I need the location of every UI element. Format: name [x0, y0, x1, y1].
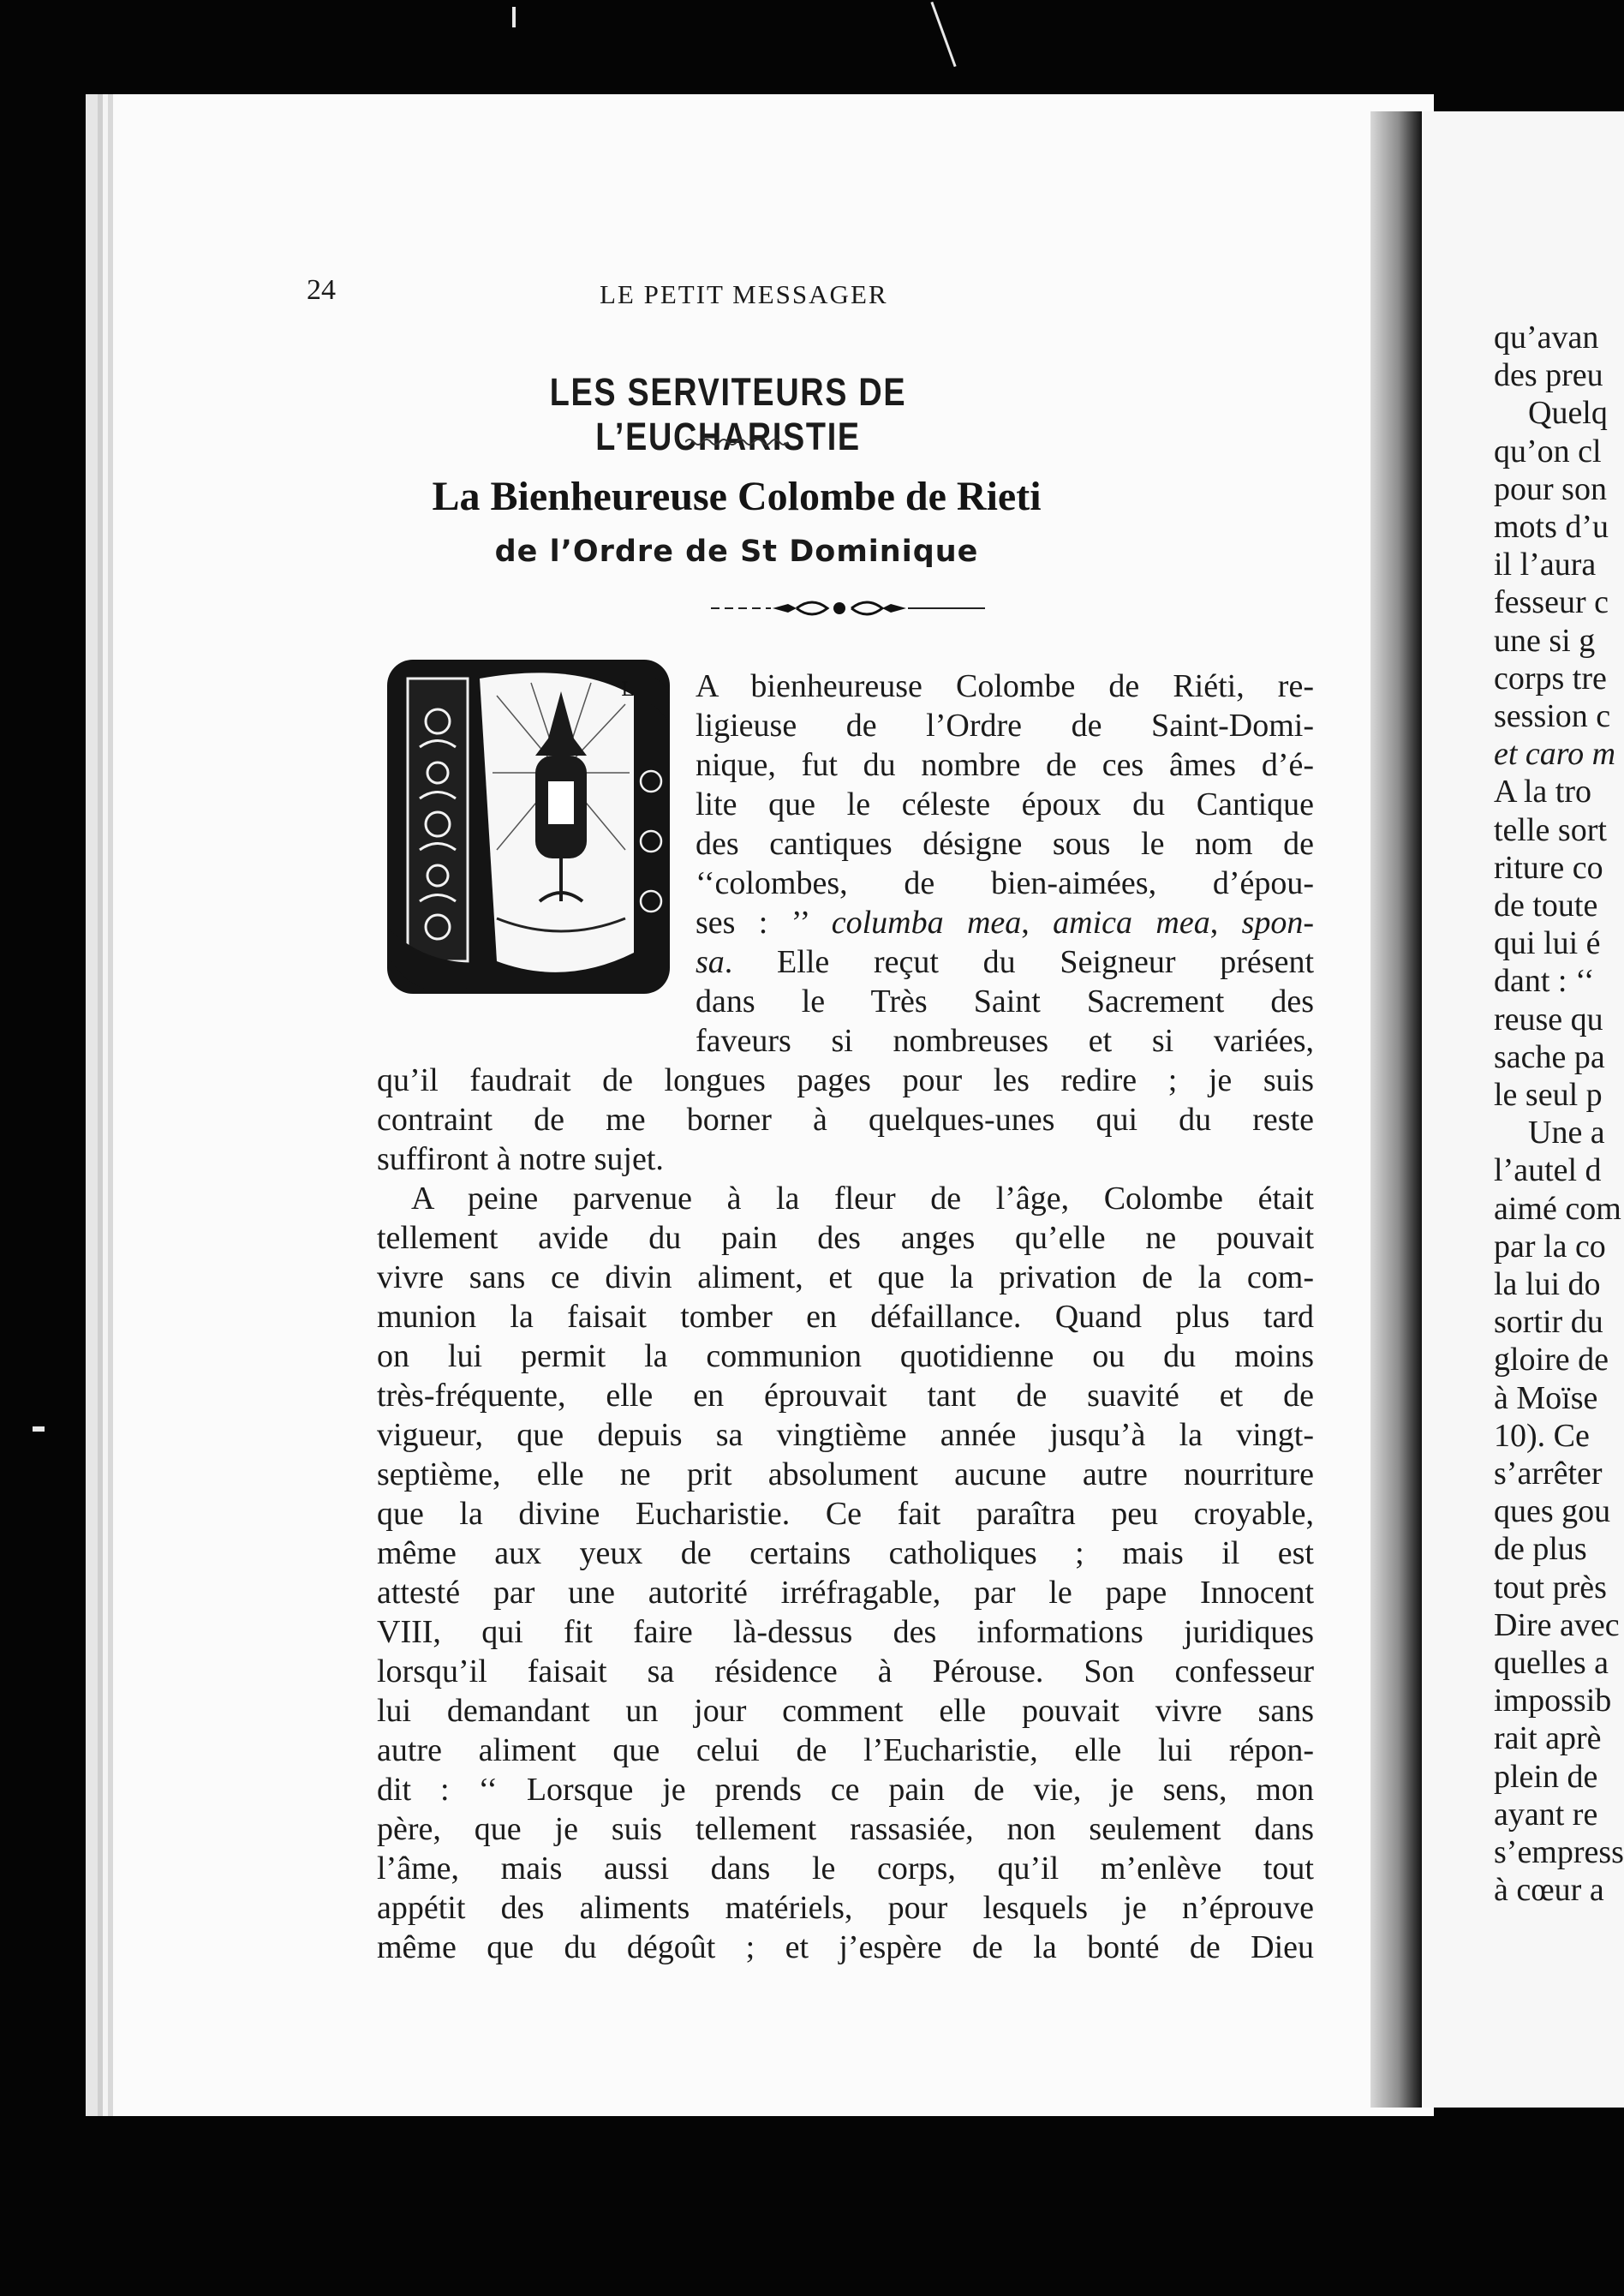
text-line: ligieuse de l’Ordre de Saint-Domi- [696, 708, 1314, 744]
text-line: même que du dégoût ; et j’espère de la bonté de Dieu [377, 1929, 1314, 1965]
text-line: autre aliment que celui de l’Eucharistie, elle lui répon- [377, 1732, 1314, 1768]
facing-text-line: riture co [1494, 849, 1603, 886]
facing-text-line: et caro m [1494, 736, 1616, 773]
facing-text-line: mots d’u [1494, 509, 1609, 545]
page-number: 24 [307, 274, 336, 306]
series-title: LES SERVITEURS DE L’EUCHARISTIE [549, 370, 907, 458]
facing-text-line: dant : ‘‘ [1494, 963, 1595, 1000]
facing-text-line: telle sort [1494, 811, 1607, 848]
text-line: vigueur, que depuis sa vingtième année jusqu’à la vingt- [377, 1417, 1314, 1453]
facing-text-line: l’autel d [1494, 1152, 1602, 1189]
text-line: septième, elle ne prit absolument aucune autre nourriture [377, 1456, 1314, 1492]
text-line: faveurs si nombreuses et si variées, [696, 1023, 1314, 1059]
text-line: lorsqu’il faisait sa résidence à Pérouse. Son confesseur [377, 1653, 1314, 1689]
text-line: l’âme, mais aussi dans le corps, qu’il m’enlève tout [377, 1851, 1314, 1886]
text-line: qu’il faudrait de longues pages pour les redire ; je suis [377, 1062, 1314, 1098]
text-line: on lui permit la communion quotidienne ou du moins [377, 1338, 1314, 1374]
facing-text-line: Dire avec [1494, 1606, 1620, 1643]
text-line: appétit des aliments matériels, pour lesquels je n’éprouve [377, 1890, 1314, 1926]
facing-text-line: quelles a [1494, 1645, 1609, 1681]
facing-text-line: qui lui é [1494, 925, 1601, 962]
text-line: nique, fut du nombre de ces âmes d’é- [696, 747, 1314, 783]
facing-text-line: impossib [1494, 1683, 1612, 1719]
running-head-title: LE PETIT MESSAGER [600, 279, 888, 309]
facing-text-line: pour son [1494, 470, 1607, 507]
facing-text-line: de toute [1494, 888, 1598, 924]
text-line: attesté par une autorité irréfragable, par le pape Innocent [377, 1575, 1314, 1611]
dropcap-letter: L [621, 679, 634, 701]
text-line: A bienheureuse Colombe de Riéti, re- [696, 668, 1314, 704]
fleuron-ornament [711, 591, 985, 625]
scan-mark [33, 1426, 45, 1432]
book-gutter [1370, 111, 1422, 2108]
facing-text-line: le seul p [1494, 1077, 1603, 1113]
text-line-italic: ses : ’’ columba mea, amica mea, spon- [696, 905, 1315, 941]
text-line: même aux yeux de certains catholiques ; mais il est [377, 1535, 1314, 1571]
text-line: très-fréquente, elle en éprouvait tant de suavité et de [377, 1378, 1314, 1414]
facing-text-line: plein de [1494, 1758, 1598, 1795]
facing-text-line: sache pa [1494, 1038, 1605, 1075]
facing-text-line: ques gou [1494, 1493, 1611, 1530]
facing-text-line: 10). Ce [1494, 1417, 1590, 1454]
text-line: lui demandant un jour comment elle pouvait vivre sans [377, 1693, 1314, 1729]
facing-text-line: reuse qu [1494, 1001, 1603, 1037]
facing-text-line: fesseur c [1494, 584, 1609, 621]
facing-text-line: la lui do [1494, 1266, 1601, 1302]
facing-text-line: rait aprè [1494, 1720, 1602, 1757]
text-line: vivre sans ce divin aliment, et que la privation de la com- [377, 1259, 1314, 1295]
text-line: des cantiques désigne sous le nom de [696, 826, 1314, 862]
facing-text-line: à cœur a [1494, 1872, 1604, 1909]
facing-text-line: il l’aura [1494, 547, 1597, 583]
text-line: ‘‘colombes, de bien-aimées, d’épou- [696, 865, 1314, 901]
text-line: A peine parvenue à la fleur de l’âge, Colombe était [411, 1181, 1314, 1217]
facing-text-line: gloire de [1494, 1342, 1609, 1378]
facing-text-line: une si g [1494, 622, 1596, 659]
facing-text-line: qu’on cl [1494, 433, 1602, 469]
text-line: dans le Très Saint Sacrement des [696, 984, 1314, 1019]
article-subtitle: de l’Ordre de St Dominique [494, 535, 979, 569]
text-line: dit : ‘‘ Lorsque je prends ce pain de vie, je sens, mon [377, 1772, 1314, 1808]
facing-text-line: s’empress [1494, 1834, 1624, 1870]
facing-text-line: A la tro [1494, 774, 1591, 810]
facing-text-line: Quelq [1528, 395, 1608, 432]
text-line: tellement avide du pain des anges qu’elle ne pouvait [377, 1220, 1314, 1256]
text-line: suffiront à notre sujet. [377, 1141, 664, 1177]
text-line-italic: sa. Elle reçut du Seigneur présent [696, 944, 1314, 980]
text-line: VIII, qui fit faire là-dessus des informations juridiques [377, 1614, 1314, 1650]
facing-text-line: ayant re [1494, 1796, 1598, 1833]
facing-text-line: corps tre [1494, 660, 1607, 697]
facing-text-line: Une a [1528, 1115, 1605, 1151]
facing-text-line: qu’avan [1494, 320, 1599, 356]
scan-mark [512, 7, 516, 27]
wavy-rule [685, 435, 788, 447]
facing-text-line: session c [1494, 698, 1611, 734]
facing-text-line: par la co [1494, 1228, 1606, 1265]
facing-text-line: à Moïse [1494, 1379, 1598, 1416]
text-line: lite que le céleste époux du Cantique [696, 786, 1314, 822]
article-title: La Bienheureuse Colombe de Rieti [432, 474, 1042, 519]
text-line: contraint de me borner à quelques-unes qui du reste [377, 1102, 1314, 1138]
illuminated-dropcap [377, 644, 702, 1013]
facing-text-line: sortir du [1494, 1304, 1603, 1341]
scan-mark [930, 2, 956, 67]
facing-text-line: s’arrêter [1494, 1456, 1603, 1492]
text-line: munion la faisait tomber en défaillance. Quand plus tard [377, 1299, 1314, 1335]
text-line: que la divine Eucharistie. Ce fait paraîtra peu croyable, [377, 1496, 1314, 1532]
text-line: père, que je suis tellement rassasiée, non seulement dans [377, 1811, 1314, 1847]
facing-text-line: des preu [1494, 357, 1603, 394]
facing-text-line: aimé com [1494, 1190, 1621, 1227]
facing-text-line: tout près [1494, 1569, 1607, 1605]
facing-text-line: de plus [1494, 1531, 1587, 1568]
